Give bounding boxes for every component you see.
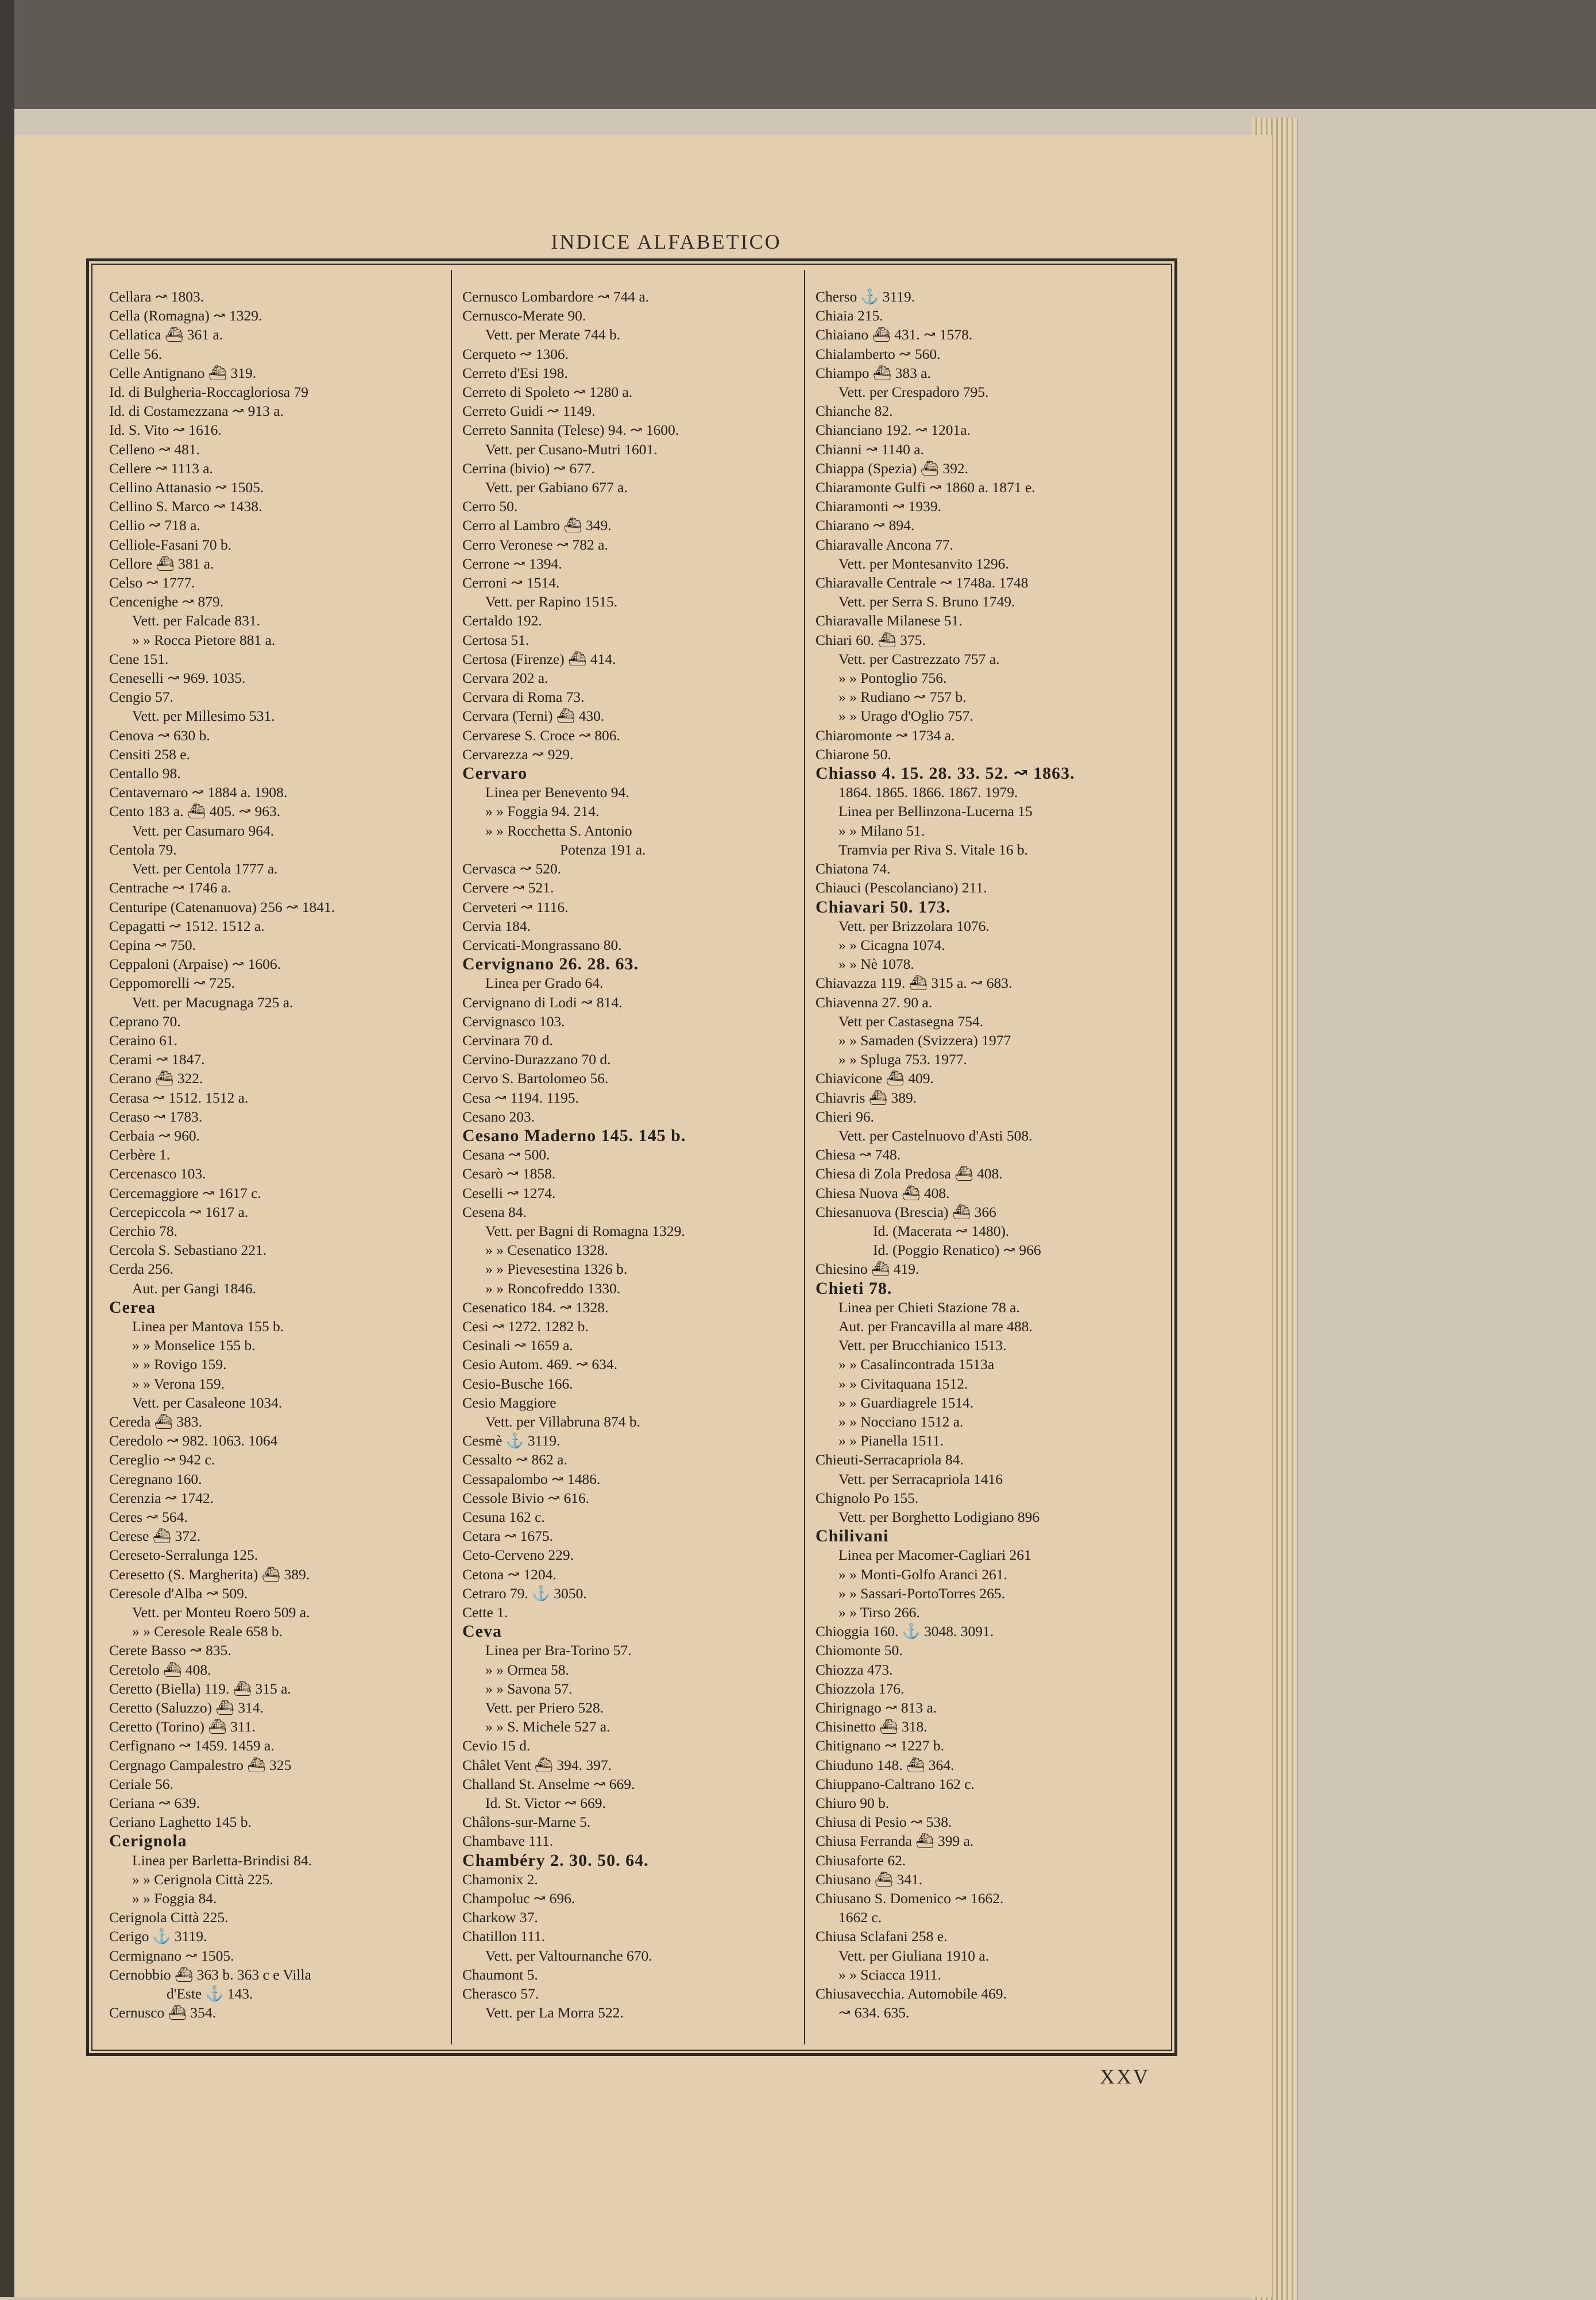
- index-entry: Cermignano ↝ 1505.: [109, 1947, 234, 1964]
- index-entry: Cervia 184.: [462, 917, 531, 934]
- index-entry: » » Pievesestina 1326 b.: [485, 1261, 628, 1278]
- index-entry: Ceretolo ⛴ 408.: [109, 1661, 211, 1678]
- index-entry: Chiesa di Zola Predosa ⛴ 408.: [816, 1165, 1003, 1182]
- index-entry: » » Pontoglio 756.: [838, 670, 947, 687]
- index-entry: Cernusco ⛴ 354.: [109, 2004, 217, 2021]
- index-entry: Chialamberto ↝ 560.: [816, 345, 941, 362]
- index-entry: Cesio Autom. 469. ↝ 634.: [462, 1356, 618, 1373]
- index-entry: Cervino-Durazzano 70 d.: [462, 1051, 611, 1068]
- index-heading: Ceva: [462, 1622, 502, 1641]
- index-entry: » » Foggia 84.: [132, 1890, 217, 1907]
- index-entry: Chioggia 160. ⚓ 3048. 3091.: [816, 1623, 994, 1640]
- index-entry: Chiaromonte ↝ 1734 a.: [816, 726, 955, 744]
- index-entry: Cetara ↝ 1675.: [462, 1528, 554, 1545]
- index-entry: Chiusaforte 62.: [816, 1851, 906, 1869]
- index-entry: Cessole Bivio ↝ 616.: [462, 1489, 590, 1506]
- index-entry: Celle Antignano ⛴ 319.: [109, 364, 257, 381]
- index-entry: Cessalto ↝ 862 a.: [462, 1451, 567, 1468]
- index-entry: Cervasca ↝ 520.: [462, 860, 562, 878]
- index-entry: Chiavicone ⛴ 409.: [816, 1070, 934, 1087]
- index-entry: Cervara 202 a.: [462, 670, 548, 687]
- index-entry: Chiusa di Pesio ↝ 538.: [816, 1814, 952, 1831]
- index-entry: Cervo S. Bartolomeo 56.: [462, 1070, 609, 1087]
- index-entry: Vett. per Cusano-Mutri 1601.: [485, 440, 658, 458]
- index-entry: Centola 79.: [109, 841, 177, 858]
- index-entry: Chiavenna 27. 90 a.: [816, 994, 933, 1011]
- column-rule: [451, 270, 452, 2044]
- index-entry: Vett. per Rapino 1515.: [485, 593, 618, 610]
- page-header: INDICE ALFABETICO: [551, 230, 782, 253]
- index-entry: » » Savona 57.: [485, 1680, 573, 1697]
- index-entry: Cesena 84.: [462, 1203, 527, 1220]
- index-entry: » » Foggia 94. 214.: [485, 803, 600, 820]
- index-entry: Cherso ⚓ 3119.: [816, 288, 915, 305]
- index-entry: Cernobbio ⛴ 363 b. 363 c e Villa: [109, 1966, 311, 1983]
- index-entry: » » Nocciano 1512 a.: [838, 1413, 964, 1430]
- index-entry: Chiusano ⛴ 341.: [816, 1870, 923, 1888]
- index-entry: Cesarò ↝ 1858.: [462, 1165, 556, 1182]
- index-entry: Cervinara 70 d.: [462, 1031, 553, 1049]
- index-entry: Linea per Grado 64.: [485, 975, 604, 992]
- index-entry: Vett. per Montesanvito 1296.: [838, 555, 1009, 572]
- index-entry: 1864. 1865. 1866. 1867. 1979.: [838, 784, 1018, 801]
- index-entry: Cerete Basso ↝ 835.: [109, 1642, 231, 1659]
- index-entry: Charkow 37.: [462, 1909, 538, 1926]
- index-entry: Certosa (Firenze) ⛴ 414.: [462, 650, 616, 667]
- index-entry: Cerro 50.: [462, 498, 518, 515]
- index-entry: Cepina ↝ 750.: [109, 936, 196, 953]
- index-entry: Cervignano di Lodi ↝ 814.: [462, 994, 623, 1011]
- index-entry: d'Este ⚓ 143.: [167, 1985, 253, 2003]
- index-entry: Chiarano ↝ 894.: [816, 517, 915, 534]
- index-heading: Cervignano 26. 28. 63.: [462, 954, 639, 974]
- index-entry: Cepagatti ↝ 1512. 1512 a.: [109, 917, 265, 934]
- index-entry: Chiozza 473.: [816, 1661, 893, 1678]
- index-entry: Vett. per Millesimo 531.: [132, 708, 275, 725]
- index-entry: Id. St. Victor ↝ 669.: [485, 1795, 606, 1812]
- index-entry: Cerro al Lambro ⛴ 349.: [462, 517, 612, 534]
- index-entry: Chiesa Nuova ⛴ 408.: [816, 1184, 950, 1201]
- index-entry: » » Milano 51.: [838, 822, 925, 839]
- index-entry: Cenova ↝ 630 b.: [109, 726, 210, 744]
- index-entry: Cercemaggiore ↝ 1617 c.: [109, 1184, 261, 1201]
- index-entry: Chiaramonti ↝ 1939.: [816, 498, 941, 515]
- index-entry: Cesmè ⚓ 3119.: [462, 1432, 561, 1449]
- index-entry: Vett. per Giuliana 1910 a.: [838, 1947, 990, 1964]
- index-entry: Chiaravalle Ancona 77.: [816, 536, 954, 553]
- index-entry: Cesenatico 184. ↝ 1328.: [462, 1298, 609, 1316]
- index-entry: Chianciano 192. ↝ 1201a.: [816, 422, 971, 439]
- index-entry: Vett. per Serra S. Bruno 1749.: [838, 593, 1015, 610]
- book-spine: [0, 0, 14, 2297]
- index-entry: Chiozzola 176.: [816, 1680, 905, 1697]
- index-entry: Ceriana ↝ 639.: [109, 1795, 200, 1812]
- index-entry: Chamonix 2.: [462, 1870, 538, 1888]
- index-entry: Cerro Veronese ↝ 782 a.: [462, 536, 608, 553]
- index-entry: Ceto-Cerveno 229.: [462, 1547, 574, 1564]
- index-entry: Chiusano S. Domenico ↝ 1662.: [816, 1890, 1004, 1907]
- index-heading: Chiasso 4. 15. 28. 33. 52. ↝ 1863.: [816, 764, 1075, 783]
- index-entry: Linea per Benevento 94.: [485, 784, 629, 801]
- index-entry: Cessapalombo ↝ 1486.: [462, 1470, 601, 1487]
- index-entry: Cergnago Campalestro ⛴ 325: [109, 1756, 292, 1773]
- index-entry: Chiomonte 50.: [816, 1642, 903, 1659]
- index-entry: Chiesanuova (Brescia) ⛴ 366: [816, 1203, 996, 1220]
- index-entry: Chiauci (Pescolanciano) 211.: [816, 879, 987, 896]
- index-entry: Chianni ↝ 1140 a.: [816, 440, 924, 458]
- index-entry: Chiusa Sclafani 258 e.: [816, 1928, 948, 1945]
- index-column-3: [816, 287, 1075, 2022]
- index-entry: Vett. per Macugnaga 725 a.: [132, 994, 293, 1011]
- index-entry: Chambave 111.: [462, 1833, 554, 1850]
- index-entry: Cellore ⛴ 381 a.: [109, 555, 214, 572]
- index-entry: Ceres ↝ 564.: [109, 1509, 188, 1525]
- index-entry: Vett. per Villabruna 874 b.: [485, 1413, 640, 1430]
- index-entry: » » Samaden (Svizzera) 1977: [838, 1031, 1011, 1049]
- index-entry: Cernusco Lombardore ↝ 744 a.: [462, 288, 650, 305]
- index-entry: Celliole-Fasani 70 b.: [109, 536, 232, 553]
- index-entry: Chiuduno 148. ⛴ 364.: [816, 1756, 954, 1773]
- index-entry: Cernusco-Merate 90.: [462, 307, 586, 324]
- index-entry: Ceraino 61.: [109, 1031, 177, 1049]
- column-rule: [804, 270, 805, 2044]
- index-heading: Cerignola: [109, 1831, 187, 1851]
- index-entry: » » Rudiano ↝ 757 b.: [838, 689, 967, 706]
- index-entry: Cevio 15 d.: [462, 1737, 531, 1754]
- index-entry: Cesinali ↝ 1659 a.: [462, 1337, 573, 1354]
- index-entry: » » Monselice 155 b.: [132, 1337, 256, 1354]
- index-entry: Cerrina (bivio) ↝ 677.: [462, 459, 595, 477]
- index-entry: Id. S. Vito ↝ 1616.: [109, 422, 222, 439]
- index-entry: Cesuna 162 c.: [462, 1509, 545, 1525]
- index-heading: Cesano Maderno 145. 145 b.: [462, 1126, 686, 1145]
- index-entry: » » Nè 1078.: [838, 956, 914, 973]
- page-number: XXV: [1100, 2065, 1150, 2088]
- index-entry: Aut. per Francavilla al mare 488.: [838, 1317, 1033, 1335]
- index-entry: » » Monti-Golfo Aranci 261.: [838, 1565, 1007, 1583]
- index-entry: Cella (Romagna) ↝ 1329.: [109, 307, 262, 324]
- index-entry: Chiari 60. ⛴ 375.: [816, 631, 926, 648]
- index-entry: » » Ceresole Reale 658 b.: [132, 1623, 283, 1640]
- index-entry: Id. (Macerata ↝ 1480).: [873, 1222, 1010, 1239]
- index-entry: Vett per Castasegna 754.: [838, 1012, 984, 1030]
- index-entry: Vett. per Borghetto Lodigiano 896: [838, 1509, 1040, 1525]
- index-entry: Censiti 258 e.: [109, 745, 190, 763]
- index-entry: Cesano 203.: [462, 1108, 535, 1125]
- index-entry: Vett. per Centola 1777 a.: [132, 860, 278, 878]
- index-entry: Vett. per Castelnuovo d'Asti 508.: [838, 1127, 1033, 1144]
- index-entry: Cerchio 78.: [109, 1222, 177, 1239]
- index-entry: Vett. per Crespadoro 795.: [838, 384, 989, 401]
- index-entry: Cervara (Terni) ⛴ 430.: [462, 708, 605, 725]
- index-entry: Ceretto (Saluzzo) ⛴ 314.: [109, 1699, 264, 1717]
- index-entry: Cento 183 a. ⛴ 405. ↝ 963.: [109, 803, 281, 820]
- index-entry: Id. (Poggio Renatico) ↝ 966: [873, 1242, 1041, 1259]
- index-entry: Ceriale 56.: [109, 1775, 173, 1792]
- index-entry: Champoluc ↝ 696.: [462, 1890, 575, 1907]
- index-entry: Ceresole d'Alba ↝ 509.: [109, 1584, 248, 1602]
- index-entry: Cerigo ⚓ 3119.: [109, 1928, 207, 1945]
- index-entry: Potenza 191 a.: [560, 841, 646, 858]
- index-entry: Cerreto Sannita (Telese) 94. ↝ 1600.: [462, 422, 679, 439]
- index-entry: Cesi ↝ 1272. 1282 b.: [462, 1317, 589, 1335]
- index-entry: Châlons-sur-Marne 5.: [462, 1814, 591, 1831]
- index-entry: Vett. per Serracapriola 1416: [838, 1470, 1003, 1487]
- index-entry: Cesa ↝ 1194. 1195.: [462, 1089, 579, 1106]
- index-heading: Chiavari 50. 173.: [816, 897, 951, 917]
- index-entry: Vett. per Valtournanche 670.: [485, 1947, 652, 1964]
- index-entry: Chignolo Po 155.: [816, 1489, 919, 1506]
- index-entry: » » S. Michele 527 a.: [485, 1718, 610, 1735]
- index-entry: Cetona ↝ 1204.: [462, 1565, 557, 1583]
- index-entry: Chiuppano-Caltrano 162 c.: [816, 1775, 975, 1792]
- index-entry: Cerda 256.: [109, 1261, 173, 1278]
- index-entry: Chiampo ⛴ 383 a.: [816, 364, 931, 381]
- index-entry: Chatillon 111.: [462, 1928, 546, 1945]
- index-entry: Châlet Vent ⛴ 394. 397.: [462, 1756, 612, 1773]
- index-entry: Ceredolo ↝ 982. 1063. 1064: [109, 1432, 278, 1449]
- index-entry: Chiaramonte Gulfi ↝ 1860 a. 1871 e.: [816, 479, 1035, 496]
- index-entry: Chaumont 5.: [462, 1966, 538, 1983]
- index-entry: Cercepiccola ↝ 1617 a.: [109, 1203, 249, 1220]
- index-entry: Ceraso ↝ 1783.: [109, 1108, 203, 1125]
- index-entry: Vett. per Castrezzato 757 a.: [838, 650, 1000, 667]
- index-entry: Chianche 82.: [816, 403, 893, 420]
- index-entry: ↝ 634. 635.: [838, 2004, 910, 2021]
- index-entry: Chisinetto ⛴ 318.: [816, 1718, 928, 1735]
- index-entry: Cereda ⛴ 383.: [109, 1413, 202, 1430]
- index-entry: » » Spluga 753. 1977.: [838, 1051, 967, 1068]
- index-entry: 1662 c.: [838, 1909, 882, 1926]
- index-entry: Chiuro 90 b.: [816, 1795, 890, 1812]
- index-entry: Linea per Macomer-Cagliari 261: [838, 1547, 1031, 1564]
- index-entry: Chiaravalle Milanese 51.: [816, 612, 963, 629]
- index-entry: » » Ormea 58.: [485, 1661, 569, 1678]
- index-entry: Chiatona 74.: [816, 860, 891, 878]
- index-entry: Chiavazza 119. ⛴ 315 a. ↝ 683.: [816, 975, 1013, 992]
- index-entry: Vett. per Brizzolara 1076.: [838, 917, 990, 934]
- index-entry: Cerano ⛴ 322.: [109, 1070, 203, 1087]
- index-entry: Cervere ↝ 521.: [462, 879, 554, 896]
- index-entry: Cerreto d'Esi 198.: [462, 364, 568, 381]
- index-heading: Cerea: [109, 1297, 156, 1317]
- index-column-2: [462, 287, 686, 2022]
- index-entry: Vett. per Casaleone 1034.: [132, 1394, 283, 1411]
- index-entry: Id. di Bulgheria-Roccagloriosa 79: [109, 384, 308, 401]
- index-entry: Chieri 96.: [816, 1108, 874, 1125]
- index-entry: Certosa 51.: [462, 631, 530, 648]
- index-entry: » » Verona 159.: [132, 1375, 225, 1392]
- index-entry: Cercola S. Sebastiano 221.: [109, 1242, 267, 1259]
- index-entry: » » Cicagna 1074.: [838, 936, 945, 953]
- index-entry: Ceriano Laghetto 145 b.: [109, 1814, 252, 1831]
- index-entry: Cerbaia ↝ 960.: [109, 1127, 200, 1144]
- index-entry: Cerenzia ↝ 1742.: [109, 1489, 214, 1506]
- index-entry: Vett. per Bagni di Romagna 1329.: [485, 1222, 685, 1239]
- index-entry: Ceretto (Torino) ⛴ 311.: [109, 1718, 256, 1735]
- index-entry: » » Pianella 1511.: [838, 1432, 944, 1449]
- index-entry: Cellara ↝ 1803.: [109, 288, 204, 305]
- index-entry: Ceregnano 160.: [109, 1470, 202, 1487]
- index-heading: Cervaro: [462, 764, 528, 783]
- index-entry: Cette 1.: [462, 1604, 508, 1621]
- index-entry: Cerami ↝ 1847.: [109, 1051, 205, 1068]
- index-entry: Linea per Barletta-Brindisi 84.: [132, 1851, 312, 1869]
- index-entry: Cerreto di Spoleto ↝ 1280 a.: [462, 384, 633, 401]
- index-entry: Cerveteri ↝ 1116.: [462, 898, 569, 915]
- index-entry: Cellere ↝ 1113 a.: [109, 459, 213, 477]
- index-entry: Vett. per Gabiano 677 a.: [485, 479, 628, 496]
- index-entry: » » Sassari-PortoTorres 265.: [838, 1584, 1006, 1602]
- index-entry: Cerignola Città 225.: [109, 1909, 229, 1926]
- index-entry: Vett. per La Morra 522.: [485, 2004, 624, 2021]
- index-entry: Ceneselli ↝ 969. 1035.: [109, 670, 246, 687]
- index-entry: Vett. per Casumaro 964.: [132, 822, 275, 839]
- index-entry: Linea per Mantova 155 b.: [132, 1317, 284, 1335]
- index-entry: Cerreto Guidi ↝ 1149.: [462, 403, 596, 420]
- index-entry: Cherasco 57.: [462, 1985, 539, 2003]
- index-entry: Chiesa ↝ 748.: [816, 1146, 901, 1163]
- index-column-1: [109, 287, 335, 2022]
- index-entry: Centuripe (Catenanuova) 256 ↝ 1841.: [109, 898, 335, 915]
- index-entry: Linea per Bra-Torino 57.: [485, 1642, 632, 1659]
- book-background-top: [0, 0, 1596, 109]
- index-entry: » » Roncofreddo 1330.: [485, 1280, 621, 1297]
- index-entry: Chiusa Ferranda ⛴ 399 a.: [816, 1833, 974, 1850]
- index-entry: Cercenasco 103.: [109, 1165, 206, 1182]
- index-entry: Ceprano 70.: [109, 1012, 181, 1030]
- index-entry: » » Rocchetta S. Antonio: [485, 822, 632, 839]
- index-entry: Cervicati-Mongrassano 80.: [462, 936, 622, 953]
- index-entry: » » Rovigo 159.: [132, 1356, 227, 1373]
- index-entry: Chitignano ↝ 1227 b.: [816, 1737, 944, 1754]
- index-entry: » » Cesenatico 1328.: [485, 1242, 608, 1259]
- index-entry: Cervarese S. Croce ↝ 806.: [462, 726, 620, 744]
- index-entry: Vett. per Brucchianico 1513.: [838, 1337, 1007, 1354]
- index-entry: » » Casalincontrada 1513a: [838, 1356, 995, 1373]
- index-entry: Ceresetto (S. Margherita) ⛴ 389.: [109, 1565, 310, 1583]
- index-entry: Cereglio ↝ 942 c.: [109, 1451, 215, 1468]
- index-entry: Id. di Costamezzana ↝ 913 a.: [109, 403, 284, 420]
- index-entry: Vett. per Merate 744 b.: [485, 326, 621, 343]
- index-entry: Centallo 98.: [109, 765, 181, 782]
- index-entry: Certaldo 192.: [462, 612, 542, 629]
- index-entry: Cerasa ↝ 1512. 1512 a.: [109, 1089, 249, 1106]
- index-heading: Chieti 78.: [816, 1278, 892, 1298]
- index-entry: Chiavris ⛴ 389.: [816, 1089, 917, 1106]
- index-heading: Chilivani: [816, 1526, 889, 1546]
- index-entry: Chiaravalle Centrale ↝ 1748a. 1748: [816, 574, 1029, 592]
- index-heading: Chambéry 2. 30. 50. 64.: [462, 1850, 649, 1870]
- index-entry: » » Urago d'Oglio 757.: [838, 708, 973, 725]
- index-entry: » » Tirso 266.: [838, 1604, 920, 1621]
- index-entry: » » Rocca Pietore 881 a.: [132, 631, 276, 648]
- index-entry: Ceppaloni (Arpaise) ↝ 1606.: [109, 956, 281, 973]
- index-entry: Cerrone ↝ 1394.: [462, 555, 562, 572]
- index-entry: Tramvia per Riva S. Vitale 16 b.: [838, 841, 1028, 858]
- index-entry: Ceselli ↝ 1274.: [462, 1184, 556, 1201]
- index-entry: Cesana ↝ 500.: [462, 1146, 550, 1163]
- index-entry: Cerbère 1.: [109, 1146, 171, 1163]
- index-entry: Cencenighe ↝ 879.: [109, 593, 224, 610]
- index-entry: Cellino Attanasio ↝ 1505.: [109, 479, 264, 496]
- index-entry: Cerqueto ↝ 1306.: [462, 345, 569, 362]
- index-entry: Cesio-Busche 166.: [462, 1375, 573, 1392]
- index-entry: Ceretto (Biella) 119. ⛴ 315 a.: [109, 1680, 291, 1697]
- index-entry: » » Civitaquana 1512.: [838, 1375, 968, 1392]
- index-entry: Celleno ↝ 481.: [109, 440, 200, 458]
- index-entry: Cerroni ↝ 1514.: [462, 574, 560, 592]
- index-entry: Cerese ⛴ 372.: [109, 1528, 201, 1545]
- index-entry: Cellatica ⛴ 361 a.: [109, 326, 223, 343]
- index-entry: » » Cerignola Città 225.: [132, 1870, 273, 1888]
- index-entry: » » Guardiagrele 1514.: [838, 1394, 974, 1411]
- index-entry: Chiaia 215.: [816, 307, 883, 324]
- index-entry: Cene 151.: [109, 650, 169, 667]
- index-entry: Chiarone 50.: [816, 745, 891, 763]
- index-entry: Cereseto-Serralunga 125.: [109, 1547, 258, 1564]
- index-entry: Vett. per Priero 528.: [485, 1699, 604, 1717]
- index-entry: Cervarezza ↝ 929.: [462, 745, 574, 763]
- index-entry: Aut. per Gangi 1846.: [132, 1280, 257, 1297]
- index-entry: Celle 56.: [109, 345, 163, 362]
- index-entry: Cellino S. Marco ↝ 1438.: [109, 498, 262, 515]
- index-entry: Cellio ↝ 718 a.: [109, 517, 200, 534]
- index-entry: Chieuti-Serracapriola 84.: [816, 1451, 964, 1468]
- index-entry: Linea per Chieti Stazione 78 a.: [838, 1298, 1020, 1316]
- index-entry: Chiappa (Spezia) ⛴ 392.: [816, 459, 969, 477]
- index-entry: Vett. per Falcade 831.: [132, 612, 261, 629]
- index-entry: Chirignago ↝ 813 a.: [816, 1699, 937, 1717]
- index-entry: Centrache ↝ 1746 a.: [109, 879, 231, 896]
- index-entry: Challand St. Anselme ↝ 669.: [462, 1775, 635, 1792]
- index-entry: Cerfignano ↝ 1459. 1459 a.: [109, 1737, 275, 1754]
- index-entry: Ceppomorelli ↝ 725.: [109, 975, 235, 992]
- index-entry: Cervignasco 103.: [462, 1012, 565, 1030]
- index-entry: Cesio Maggiore: [462, 1394, 557, 1411]
- index-entry: Cetraro 79. ⚓ 3050.: [462, 1584, 587, 1602]
- index-entry: Chiaiano ⛴ 431. ↝ 1578.: [816, 326, 973, 343]
- index-entry: Celso ↝ 1777.: [109, 574, 195, 592]
- index-entry: Chiusavecchia. Automobile 469.: [816, 1985, 1007, 2003]
- index-entry: Cervara di Roma 73.: [462, 689, 585, 706]
- index-entry: Vett. per Monteu Roero 509 a.: [132, 1604, 310, 1621]
- index-entry: Chiesino ⛴ 419.: [816, 1261, 919, 1278]
- index-entry: Linea per Bellinzona-Lucerna 15: [838, 803, 1033, 820]
- index-entry: Cengio 57.: [109, 689, 173, 706]
- index-entry: Centavernaro ↝ 1884 a. 1908.: [109, 784, 288, 801]
- index-entry: » » Sciacca 1911.: [838, 1966, 941, 1983]
